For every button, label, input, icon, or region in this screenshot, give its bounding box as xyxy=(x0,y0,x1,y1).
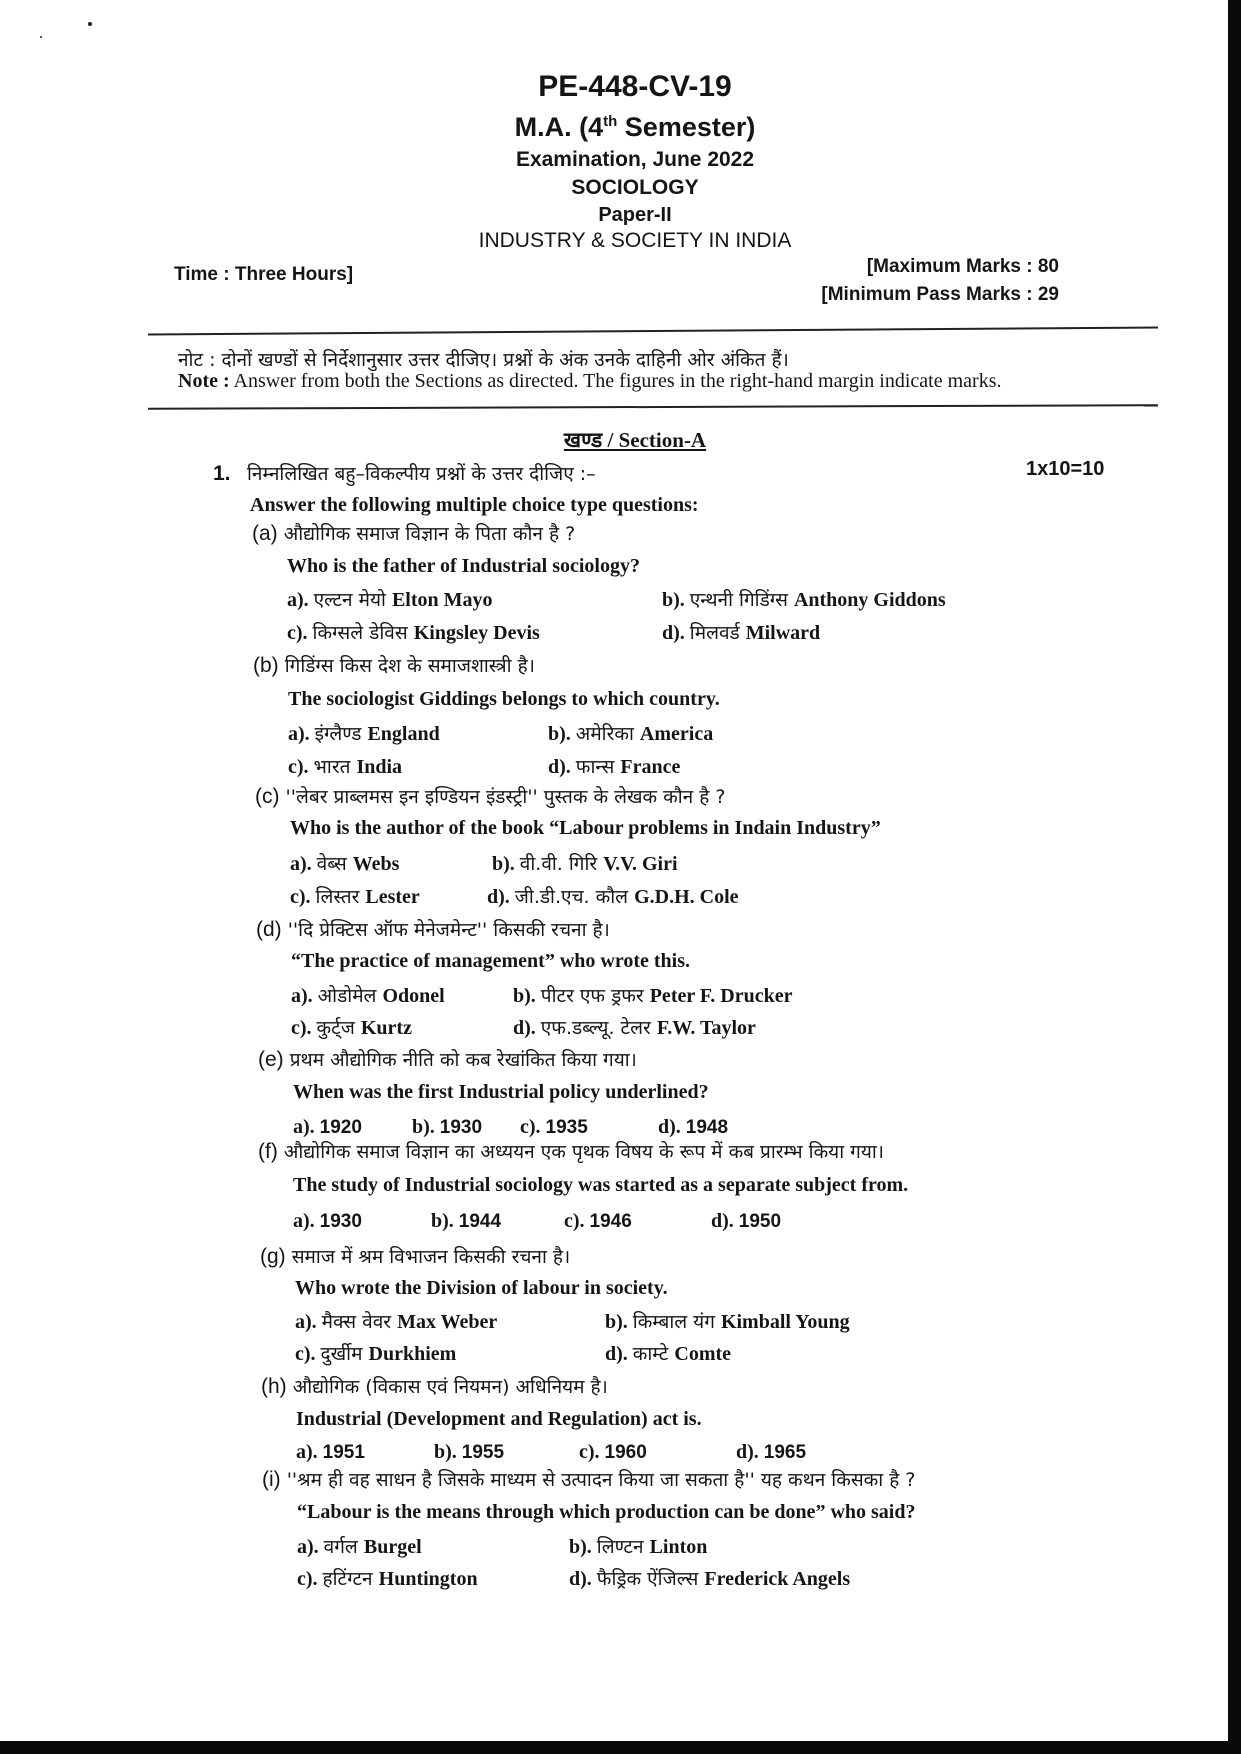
option-text-hindi: मैक्स वेवर xyxy=(321,1311,398,1333)
minimum-pass-marks: [Minimum Pass Marks : 29 xyxy=(821,284,1059,305)
option-text-english: India xyxy=(356,756,403,778)
subquestion-text-english: Who wrote the Division of labour in society. xyxy=(295,1277,668,1299)
option-text-english: 1950 xyxy=(738,1211,782,1232)
answer-option xyxy=(736,1441,806,1464)
answer-option xyxy=(487,883,739,909)
option-text-hindi: एफ.डब्ल्यू. टेलर xyxy=(540,1017,657,1039)
option-text-hindi: वर्गल xyxy=(323,1536,364,1558)
subquestion-text-english: The study of Industrial sociology was started as a separate subject from. xyxy=(293,1174,909,1196)
option-text-hindi: वी.वी. गिरि xyxy=(519,853,604,875)
option-text-english: 1955 xyxy=(461,1442,505,1463)
exam-session: Examination, June 2022 xyxy=(515,148,755,171)
option-text-english: G.D.H. Cole xyxy=(634,886,739,908)
answer-option xyxy=(296,1441,365,1464)
option-text-english: V.V. Giri xyxy=(603,853,678,875)
option-text-hindi: भारत xyxy=(313,756,357,778)
option-tag: b). xyxy=(569,1536,597,1558)
subquestion-hindi xyxy=(258,1138,884,1164)
answer-option xyxy=(564,1210,632,1233)
answer-option xyxy=(548,720,713,746)
subquestion-hindi xyxy=(253,652,535,678)
option-text-hindi: लिस्तर xyxy=(315,886,366,908)
subquestion-label: (i) xyxy=(262,1468,281,1491)
note-english: Note : Answer from both the Sections as directed. The figures in the right-hand margin indicate marks. xyxy=(178,370,1002,392)
option-text-english: 1920 xyxy=(319,1117,362,1138)
option-text-english: France xyxy=(620,756,681,778)
time-allowed: Time : Three Hours] xyxy=(174,264,354,285)
option-text-english: Lester xyxy=(365,886,420,908)
subquestion-hindi xyxy=(256,916,610,942)
scan-speck xyxy=(40,36,42,38)
option-tag: d). xyxy=(736,1441,764,1463)
subquestion-text-hindi: ''श्रम ही वह साधन है जिसके माध्यम से उत्पादन किया जा सकता है'' यह कथन किसका है ? xyxy=(280,1469,916,1491)
answer-option xyxy=(605,1308,850,1334)
option-tag: a). xyxy=(291,985,318,1007)
subquestion-text-hindi: समाज में श्रम विभाजन किसकी रचना है। xyxy=(285,1246,571,1268)
subquestion-label: (c) xyxy=(255,785,280,808)
option-text-english: Odonel xyxy=(382,985,445,1007)
option-text-english: 1930 xyxy=(439,1117,483,1138)
answer-option xyxy=(520,1116,588,1139)
option-text-english: Durkhiem xyxy=(368,1343,457,1365)
subquestion-label: (d) xyxy=(256,918,282,941)
option-tag: c). xyxy=(564,1210,590,1232)
answer-option xyxy=(412,1116,482,1139)
question-marks: 1x10=10 xyxy=(1026,458,1105,480)
subquestion-label: (h) xyxy=(261,1375,287,1398)
option-tag: b). xyxy=(431,1210,459,1232)
option-tag: b). xyxy=(548,723,576,745)
option-tag: d). xyxy=(487,886,515,908)
subject-name: SOCIOLOGY xyxy=(571,176,699,199)
option-text-english: Anthony Giddons xyxy=(793,589,946,611)
answer-option xyxy=(569,1565,850,1591)
answer-option xyxy=(434,1441,504,1464)
subquestion-hindi xyxy=(261,1373,608,1399)
option-text-hindi: ओडोमेल xyxy=(317,985,383,1007)
option-text-hindi: जी.डी.एच. कौल xyxy=(514,886,635,908)
subquestion-hindi xyxy=(260,1243,570,1269)
option-text-english: Burgel xyxy=(363,1536,422,1558)
option-text-english: Huntington xyxy=(378,1568,478,1590)
question-instruction-hindi: निम्नलिखित बहु–विकल्पीय प्रश्नों के उत्तर दीजिए :– xyxy=(247,463,596,485)
answer-option xyxy=(548,753,680,779)
option-text-hindi: लिण्टन xyxy=(596,1536,650,1558)
option-text-hindi: दुर्खीम xyxy=(320,1343,369,1365)
option-tag: b). xyxy=(434,1441,462,1463)
paper-code: PE-448-CV-19 xyxy=(538,70,732,103)
option-text-hindi: इंग्लैण्ड xyxy=(314,723,368,745)
answer-option xyxy=(295,1308,497,1334)
answer-option xyxy=(658,1116,728,1139)
option-tag: d). xyxy=(605,1343,633,1365)
answer-option xyxy=(293,1116,362,1139)
scan-edge-bottom xyxy=(0,1741,1241,1754)
divider-top xyxy=(148,326,1158,335)
option-text-english: F.W. Taylor xyxy=(656,1017,756,1039)
option-tag: b). xyxy=(513,985,541,1007)
option-tag: b). xyxy=(492,853,520,875)
subquestion-label: (e) xyxy=(258,1048,284,1071)
option-text-english: Kingsley Devis xyxy=(413,622,540,644)
option-text-english: America xyxy=(639,723,714,745)
answer-option xyxy=(711,1210,781,1233)
subquestion-text-hindi: गिडिंग्स किस देश के समाजशास्त्री है। xyxy=(278,655,535,677)
option-text-english: Kimball Young xyxy=(720,1311,850,1333)
option-text-english: 1948 xyxy=(685,1117,729,1138)
option-tag: c). xyxy=(288,756,314,778)
answer-option xyxy=(287,586,493,612)
option-text-english: 1951 xyxy=(322,1442,365,1463)
subquestion-hindi xyxy=(255,783,725,809)
divider-bottom xyxy=(148,404,1158,410)
subquestion-text-english: Who is the father of Industrial sociology? xyxy=(287,555,640,577)
question-instruction-english: Answer the following multiple choice type questions: xyxy=(250,494,699,516)
option-text-english: Max Weber xyxy=(397,1311,498,1333)
option-text-hindi: किम्बाल यंग xyxy=(632,1311,721,1333)
subquestion-text-hindi: औद्योगिक समाज विज्ञान के पिता कौन है ? xyxy=(277,523,576,545)
option-text-english: Webs xyxy=(352,853,400,875)
subquestion-text-hindi: औद्योगिक (विकास एवं नियमन) अधिनियम है। xyxy=(286,1376,608,1398)
option-text-hindi: मिलवर्ड xyxy=(689,622,746,644)
option-tag: c). xyxy=(297,1568,323,1590)
subquestion-text-english: Who is the author of the book “Labour problems in Indain Industry” xyxy=(290,817,881,839)
option-text-english: Linton xyxy=(649,1536,708,1558)
subquestion-text-hindi: ''लेबर प्राब्लमस इन इण्डियन इंडस्ट्री'' पुस्तक के लेखक कौन है ? xyxy=(279,786,726,808)
option-tag: c). xyxy=(579,1441,605,1463)
answer-option xyxy=(290,883,420,909)
option-tag: a). xyxy=(297,1536,324,1558)
option-text-english: 1930 xyxy=(319,1211,362,1232)
option-text-hindi: एल्टन मेयो xyxy=(313,589,392,611)
answer-option xyxy=(287,619,540,645)
option-text-hindi: अमेरिका xyxy=(575,723,640,745)
subquestion-text-hindi: ''दि प्रेक्टिस ऑफ मेनेजमेन्ट'' किसकी रचना है। xyxy=(281,919,610,941)
option-tag: d). xyxy=(658,1116,686,1138)
subquestion-label: (f) xyxy=(258,1140,278,1163)
option-text-english: 1935 xyxy=(545,1117,588,1138)
answer-option xyxy=(579,1441,647,1464)
answer-option xyxy=(513,1014,756,1040)
option-text-english: Peter F. Drucker xyxy=(649,985,793,1007)
option-text-english: Frederick Angels xyxy=(704,1568,851,1590)
subquestion-text-english: Industrial (Development and Regulation) act is. xyxy=(296,1408,702,1430)
maximum-marks: [Maximum Marks : 80 xyxy=(866,256,1059,277)
option-tag: d). xyxy=(569,1568,597,1590)
option-tag: c). xyxy=(291,1017,317,1039)
answer-option xyxy=(291,1014,412,1040)
option-tag: d). xyxy=(548,756,576,778)
answer-option xyxy=(492,850,678,876)
answer-option xyxy=(297,1565,478,1591)
option-tag: b). xyxy=(662,589,690,611)
option-text-hindi: कुर्ट्ज xyxy=(316,1017,361,1039)
option-text-english: Milward xyxy=(745,622,821,644)
option-tag: c). xyxy=(520,1116,546,1138)
option-text-english: Elton Mayo xyxy=(391,589,493,611)
option-tag: a). xyxy=(287,589,314,611)
option-text-english: 1946 xyxy=(589,1211,632,1232)
note-hindi: नोट : दोनों खण्डों से निर्देशानुसार उत्तर दीजिए। प्रश्नों के अंक उनके दाहिनी ओर अंकित हैं। xyxy=(178,349,789,371)
subquestion-text-english: “The practice of management” who wrote this. xyxy=(291,950,691,972)
option-tag: a). xyxy=(290,853,317,875)
subquestion-label: (g) xyxy=(260,1245,286,1268)
answer-option xyxy=(291,982,445,1008)
option-tag: b). xyxy=(605,1311,633,1333)
option-text-hindi: पीटर एफ ड्रफर xyxy=(540,985,650,1007)
option-text-english: 1965 xyxy=(763,1442,807,1463)
subquestion-hindi xyxy=(252,520,575,546)
option-tag: a). xyxy=(295,1311,322,1333)
option-text-hindi: हटिंग्टन xyxy=(322,1568,379,1590)
subquestion-text-english: The sociologist Giddings belongs to which country. xyxy=(288,688,720,710)
answer-option xyxy=(290,850,399,876)
option-text-english: 1944 xyxy=(458,1211,502,1232)
paper-number: Paper-II xyxy=(598,204,672,226)
option-text-english: 1960 xyxy=(604,1442,647,1463)
option-text-english: England xyxy=(367,723,440,745)
answer-option xyxy=(662,586,946,612)
option-tag: d). xyxy=(662,622,690,644)
option-tag: a). xyxy=(293,1210,320,1232)
option-text-hindi: फैड्रिक ऐंजिल्स xyxy=(596,1568,705,1590)
answer-option xyxy=(293,1210,362,1233)
option-tag: b). xyxy=(412,1116,440,1138)
answer-option xyxy=(297,1533,422,1559)
paper-title: INDUSTRY & SOCIETY IN INDIA xyxy=(478,229,792,252)
scan-speck xyxy=(88,22,92,26)
subquestion-hindi xyxy=(262,1466,915,1492)
option-tag: a). xyxy=(293,1116,320,1138)
answer-option xyxy=(288,753,402,779)
answer-option xyxy=(662,619,820,645)
scan-edge-right xyxy=(1228,0,1241,1754)
subquestion-text-english: “Labour is the means through which production can be done” who said? xyxy=(297,1501,916,1523)
option-tag: a). xyxy=(296,1441,323,1463)
option-tag: a). xyxy=(288,723,315,745)
answer-option xyxy=(295,1340,456,1366)
subquestion-text-english: When was the first Industrial policy underlined? xyxy=(293,1081,709,1103)
answer-option xyxy=(288,720,440,746)
subquestion-text-hindi: औद्योगिक समाज विज्ञान का अध्ययन एक पृथक विषय के रूप में कब प्रारम्भ किया गया। xyxy=(277,1141,884,1163)
option-text-english: Comte xyxy=(674,1343,732,1365)
option-text-hindi: एन्थनी गिडिंग्स xyxy=(689,589,794,611)
subquestion-hindi xyxy=(258,1046,637,1072)
option-text-hindi: फान्स xyxy=(575,756,621,778)
answer-option xyxy=(605,1340,731,1366)
option-text-hindi: काम्टे xyxy=(632,1343,675,1365)
option-text-english: Kurtz xyxy=(360,1017,412,1039)
answer-option xyxy=(513,982,792,1008)
section-heading: खण्ड / Section-A xyxy=(563,428,707,452)
option-text-hindi: वेब्स xyxy=(316,853,353,875)
question-number: 1. xyxy=(213,462,231,485)
subquestion-label: (a) xyxy=(252,522,278,545)
option-text-hindi: किग्सले डेविस xyxy=(312,622,414,644)
option-tag: d). xyxy=(513,1017,541,1039)
subquestion-label: (b) xyxy=(253,654,279,677)
degree-title: M.A. (4th Semester) xyxy=(514,112,756,142)
option-tag: c). xyxy=(290,886,316,908)
answer-option xyxy=(431,1210,501,1233)
option-tag: d). xyxy=(711,1210,739,1232)
option-tag: c). xyxy=(287,622,313,644)
subquestion-text-hindi: प्रथम औद्योगिक नीति को कब रेखांकित किया गया। xyxy=(283,1049,637,1071)
option-tag: c). xyxy=(295,1343,321,1365)
answer-option xyxy=(569,1533,707,1559)
